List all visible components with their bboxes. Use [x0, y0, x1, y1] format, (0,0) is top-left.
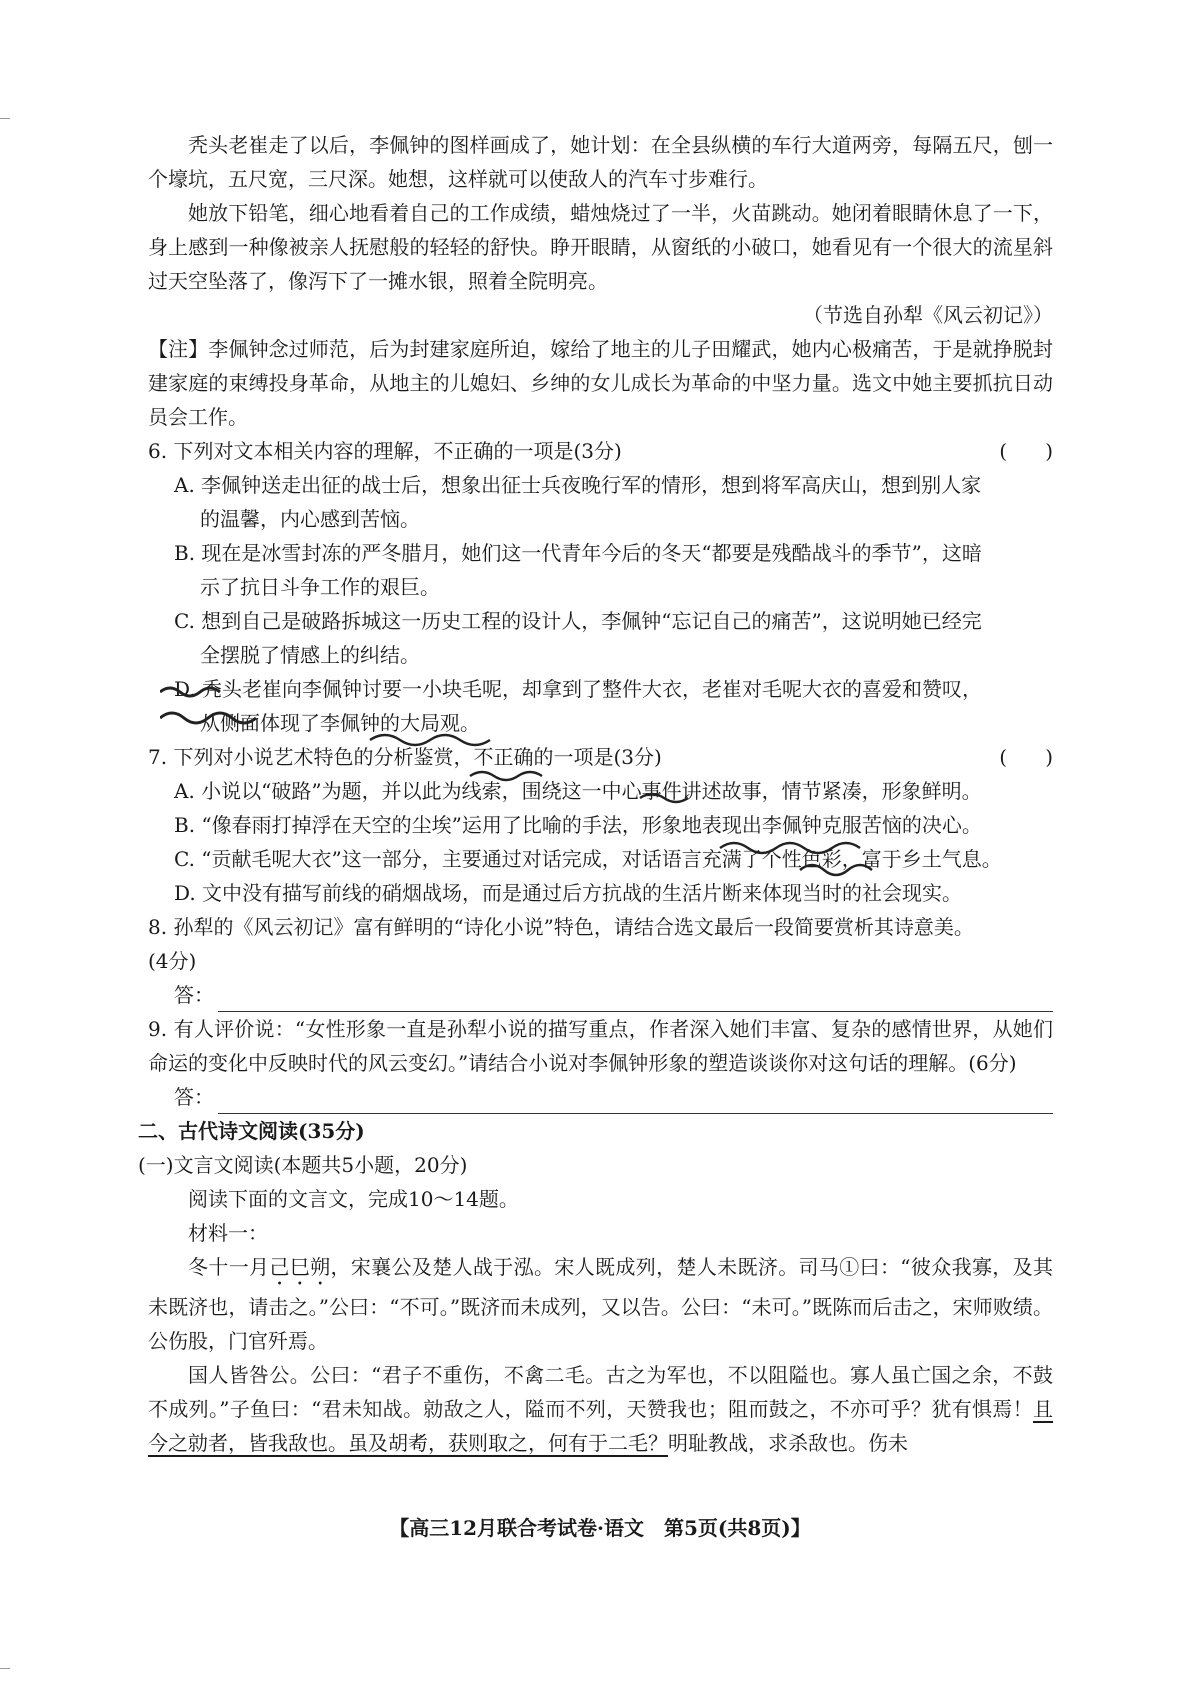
- dotted-emphasis-text: 己巳朔: [269, 1255, 331, 1279]
- question-6-text: 6. 下列对文本相关内容的理解，不正确的一项是(3分): [148, 439, 622, 463]
- material-text: 冬十一月: [188, 1255, 270, 1279]
- question-9-answer-label: 答：: [174, 1085, 214, 1109]
- passage-note: 【注】李佩钟念过师范，后为封建家庭所迫，嫁给了地主的儿子田耀武，她内心极痛苦，于是就挣脱封建家庭的束缚投身革命，从地主的儿媳妇、乡绅的女儿成长为革命的中坚力量。选文中她主要抓抗日动员会工作。: [148, 337, 1053, 429]
- scan-edge-mark: [0, 1668, 10, 1669]
- page-footer: 【高三12月联合考试卷·语文 第5页(共8页)】: [389, 1516, 811, 1540]
- question-6-option-d: D. 秃头老崔向李佩钟讨要一小块毛呢，却拿到了整件大衣，老崔对毛呢大衣的喜爱和赞叹，: [174, 677, 983, 701]
- section-2-title: 二、古代诗文阅读(35分): [138, 1119, 365, 1143]
- section-2-instruction: 阅读下面的文言文，完成10～14题。: [188, 1187, 519, 1211]
- question-6-option-a-cont: 的温馨，内心感到苦恼。: [200, 507, 420, 531]
- question-7-option-d: D. 文中没有描写前线的硝烟战场，而是通过后方抗战的生活片断来体现当时的社会现实。: [174, 881, 963, 905]
- material-text: 明耻教战，求杀敌也。伤未: [668, 1431, 908, 1455]
- answer-line[interactable]: [218, 1087, 1053, 1114]
- material-text: 国人皆咎公。公曰：“君子不重伤，不禽二毛。古之为军也，不以阻隘也。寡人虽亡国之余，不鼓不成列。”子鱼曰：“君未知战。勍敌之人，隘而不列，天赞我也；阻而鼓之，不亦可乎？犹有惧焉！: [148, 1363, 1053, 1421]
- question-6-option-b-cont: 示了抗日斗争工作的艰巨。: [200, 575, 440, 599]
- question-8-answer-label: 答：: [174, 983, 214, 1007]
- question-7-stem: [148, 740, 1053, 774]
- question-7-text: 7. 下列对小说艺术特色的分析鉴赏，不正确的一项是(3分): [148, 745, 662, 769]
- scan-edge-mark: [0, 118, 10, 119]
- question-8-answer-area[interactable]: [148, 978, 1053, 1012]
- question-6-answer-paren: ( ): [999, 439, 1053, 463]
- question-9-answer-area[interactable]: [148, 1080, 1053, 1114]
- passage-paragraph-1: 秃头老崔走了以后，李佩钟的图样画成了，她计划：在全县纵横的车行大道两旁，每隔五尺，刨一个壕坑，五尺宽，三尺深。她想，这样就可以使敌人的汽车寸步难行。: [148, 133, 1053, 191]
- question-7-option-b: B. “像春雨打掉浮在天空的尘埃”运用了比喻的手法，形象地表现出李佩钟克服苦恼的决心。: [174, 813, 982, 837]
- material-1-paragraph-2: [148, 1358, 1053, 1460]
- question-9-text: 9. 有人评价说：“女性形象一直是孙犁小说的描写重点，作者深入她们丰富、复杂的感情世界，从她们命运的变化中反映时代的风云变幻。”请结合小说对李佩钟形象的塑造谈谈你对这句话的理解。(6分): [148, 1017, 1053, 1075]
- underlined-sentence: 且今之勍者，皆我敌也。虽及胡耇，获则取之，何有于二毛？: [148, 1397, 1053, 1455]
- passage-paragraph-2: 她放下铅笔，细心地看着自己的工作成绩，蜡烛烧过了一半，火苗跳动。她闭着眼睛休息了一下，身上感到一种像被亲人抚慰般的轻轻的舒快。睁开眼睛，从窗纸的小破口，她看见有一个很大的流星斜过天空坠落了，像泻下了一摊水银，照着全院明亮。: [148, 201, 1053, 293]
- section-2-subtitle: (一)文言文阅读(本题共5小题，20分): [138, 1153, 468, 1177]
- question-7-option-c: C. “贡献毛呢大衣”这一部分，主要通过对话完成，对话语言充满了个性色彩，富于乡土气息。: [174, 847, 1002, 871]
- answer-line[interactable]: [218, 985, 1053, 1012]
- exam-page-body: [138, 128, 1053, 1460]
- question-6-option-d-cont: 从侧面体现了李佩钟的大局观。: [200, 711, 480, 735]
- question-8-score: (4分): [148, 949, 197, 973]
- passage-source: （节选自孙犁《风云初记》）: [803, 303, 1053, 327]
- question-7-answer-paren: ( ): [999, 745, 1053, 769]
- question-6-option-a: A. 李佩钟送走出征的战士后，想象出征士兵夜晚行军的情形，想到将军高庆山，想到别人家: [174, 473, 982, 497]
- question-6-option-c: C. 想到自己是破路拆城这一历史工程的设计人，李佩钟“忘记自己的痛苦”，这说明她已经完: [174, 609, 982, 633]
- question-7-option-a: A. 小说以“破路”为题，并以此为线索，围绕这一中心事件讲述故事，情节紧凑，形象鲜明。: [174, 779, 982, 803]
- question-6-option-c-cont: 全摆脱了情感上的纠结。: [200, 643, 420, 667]
- material-1-label: 材料一：: [188, 1221, 268, 1245]
- material-1-paragraph-1: [148, 1250, 1053, 1358]
- question-6-option-b: B. 现在是冰雪封冻的严冬腊月，她们这一代青年今后的冬天“都要是残酷战斗的季节”，这暗: [174, 541, 982, 565]
- material-text: ，宋襄公及楚人战于泓。宋人既成列，楚人未既济。司马①曰：“彼众我寡，及其未既济也，请击之。”公曰：“不可。”既济而未成列，又以告。公曰：“未可。”既陈而后击之，宋师败绩。公伤股，门官歼焉。: [148, 1255, 1053, 1353]
- question-6-stem: [148, 434, 1053, 468]
- question-8-text: 8. 孙犁的《风云初记》富有鲜明的“诗化小说”特色，请结合选文最后一段简要赏析其诗意美。: [148, 915, 974, 939]
